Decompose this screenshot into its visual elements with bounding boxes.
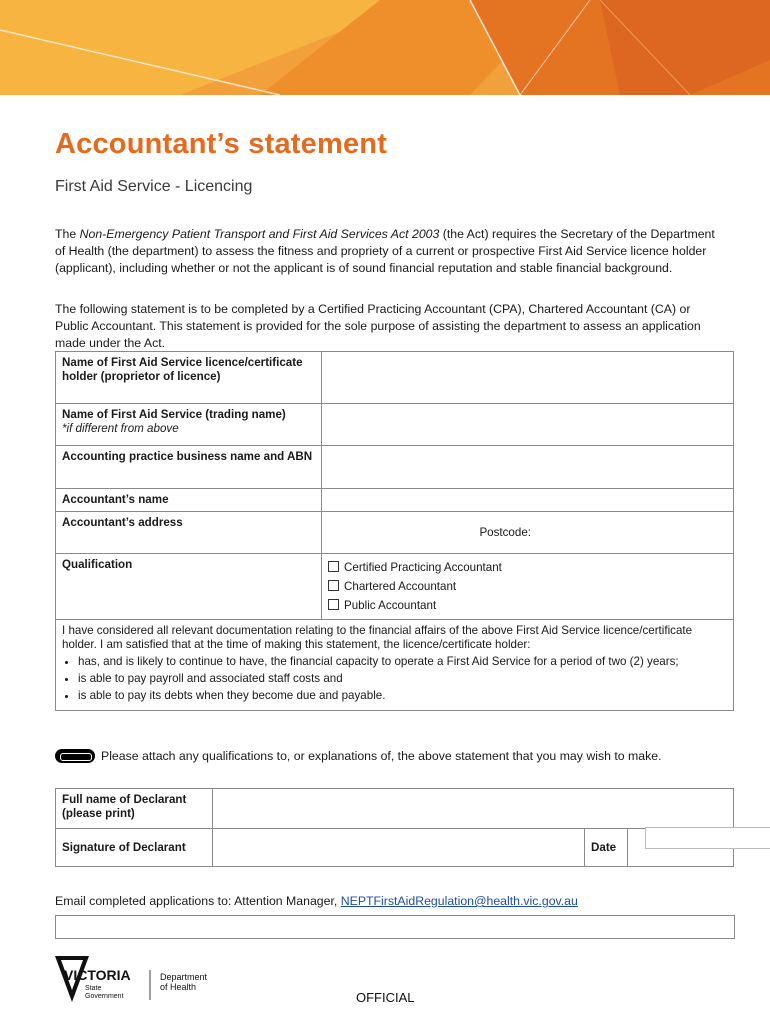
statement-item: • is able to pay payroll and associated staff costs and <box>78 672 727 686</box>
act-name: Non-Emergency Patient Transport and First Aid Services Act 2003 <box>79 227 440 241</box>
signature-field[interactable] <box>213 829 585 867</box>
full-name-field[interactable] <box>213 789 734 829</box>
applicant-details-table <box>55 351 734 711</box>
checkbox-public[interactable] <box>328 599 339 610</box>
classification-label: OFFICIAL <box>356 990 415 1005</box>
empty-field-box <box>55 915 735 939</box>
qualification-options <box>322 554 734 620</box>
checkbox-cpa[interactable] <box>328 561 339 572</box>
svg-text:Department: Department <box>160 972 208 982</box>
email-link[interactable]: NEPTFirstAidRegulation@health.vic.gov.au <box>340 894 578 908</box>
trading-name-note: *if different from above <box>62 422 179 435</box>
qualification-option-public[interactable]: Public Accountant <box>328 596 727 615</box>
header-banner <box>0 0 770 95</box>
accountant-name-field[interactable] <box>322 489 734 512</box>
trading-name-label: Name of First Aid Service (trading name) *if different from above <box>56 404 322 446</box>
paperclip-icon <box>55 749 95 763</box>
svg-text:State: State <box>85 985 102 992</box>
trading-name-field[interactable] <box>322 404 734 446</box>
accountant-address-field[interactable] <box>322 512 734 554</box>
svg-text:of Health: of Health <box>160 982 197 992</box>
accountant-name-label: Accountant’s name <box>56 489 322 512</box>
statement-intro: I have considered all relevant documentation relating to the financial affairs of the above First Aid Service licence/certificate holder. I am satisfied that at the time of making this statement, the licence/certificate holder: <box>62 624 693 651</box>
qualification-option-ca[interactable]: Chartered Accountant <box>328 577 727 596</box>
qualification-option-cpa[interactable]: Certified Practicing Accountant <box>328 558 727 577</box>
statement-list <box>62 655 727 703</box>
qualification-label: Qualification <box>56 554 322 620</box>
purpose-paragraph: The following statement is to be completed by a Certified Practicing Accountant (CPA), Chartered Accountant (CA) or Public Accountant. This statement is provided for the sole purpose of assisting the department to assess an application made under the Act. <box>55 302 701 350</box>
practice-name-field[interactable] <box>322 446 734 489</box>
accountant-statement <box>56 620 734 711</box>
holder-name-field[interactable] <box>322 352 734 404</box>
page-subtitle: First Aid Service - Licencing <box>55 178 253 195</box>
attach-note: Please attach any qualifications to, or explanations of, the above statement that you may wish to make. <box>55 748 715 765</box>
declaration-table <box>55 788 734 867</box>
signature-label: Signature of Declarant <box>56 829 213 867</box>
practice-name-label: Accounting practice business name and ABN <box>56 446 322 489</box>
date-field[interactable] <box>645 827 770 849</box>
email-instructions: Email completed applications to: Attention Manager, NEPTFirstAidRegulation@health.vic.gov.au <box>55 894 578 908</box>
date-label: Date <box>585 829 628 867</box>
page-title: Accountant’s statement <box>55 128 388 160</box>
postcode-label: Postcode: <box>479 526 531 539</box>
statement-item: • has, and is likely to continue to have, the financial capacity to operate a First Aid Service for a period of two (2) years; <box>78 655 727 669</box>
svg-text:Government: Government <box>85 993 124 1000</box>
svg-text:VICTORIA: VICTORIA <box>64 967 131 983</box>
statement-item: • is able to pay its debts when they become due and payable. <box>78 689 727 703</box>
intro-paragraph: The Non-Emergency Patient Transport and First Aid Services Act 2003 (the Act) requires the Secretary of the Department of Health (the department) to assess the fitness and propriety of a current or prospective First Aid Service licence holder (applicant), including whether or not the applicant is of sound financial reputation and stable financial background. <box>55 227 715 275</box>
accountant-address-label: Accountant’s address <box>56 512 322 554</box>
full-name-label: Full name of Declarant (please print) <box>56 789 213 829</box>
checkbox-ca[interactable] <box>328 580 339 591</box>
holder-name-label: Name of First Aid Service licence/certificate holder (proprietor of licence) <box>56 352 322 404</box>
victoria-government-logo <box>55 956 225 1006</box>
